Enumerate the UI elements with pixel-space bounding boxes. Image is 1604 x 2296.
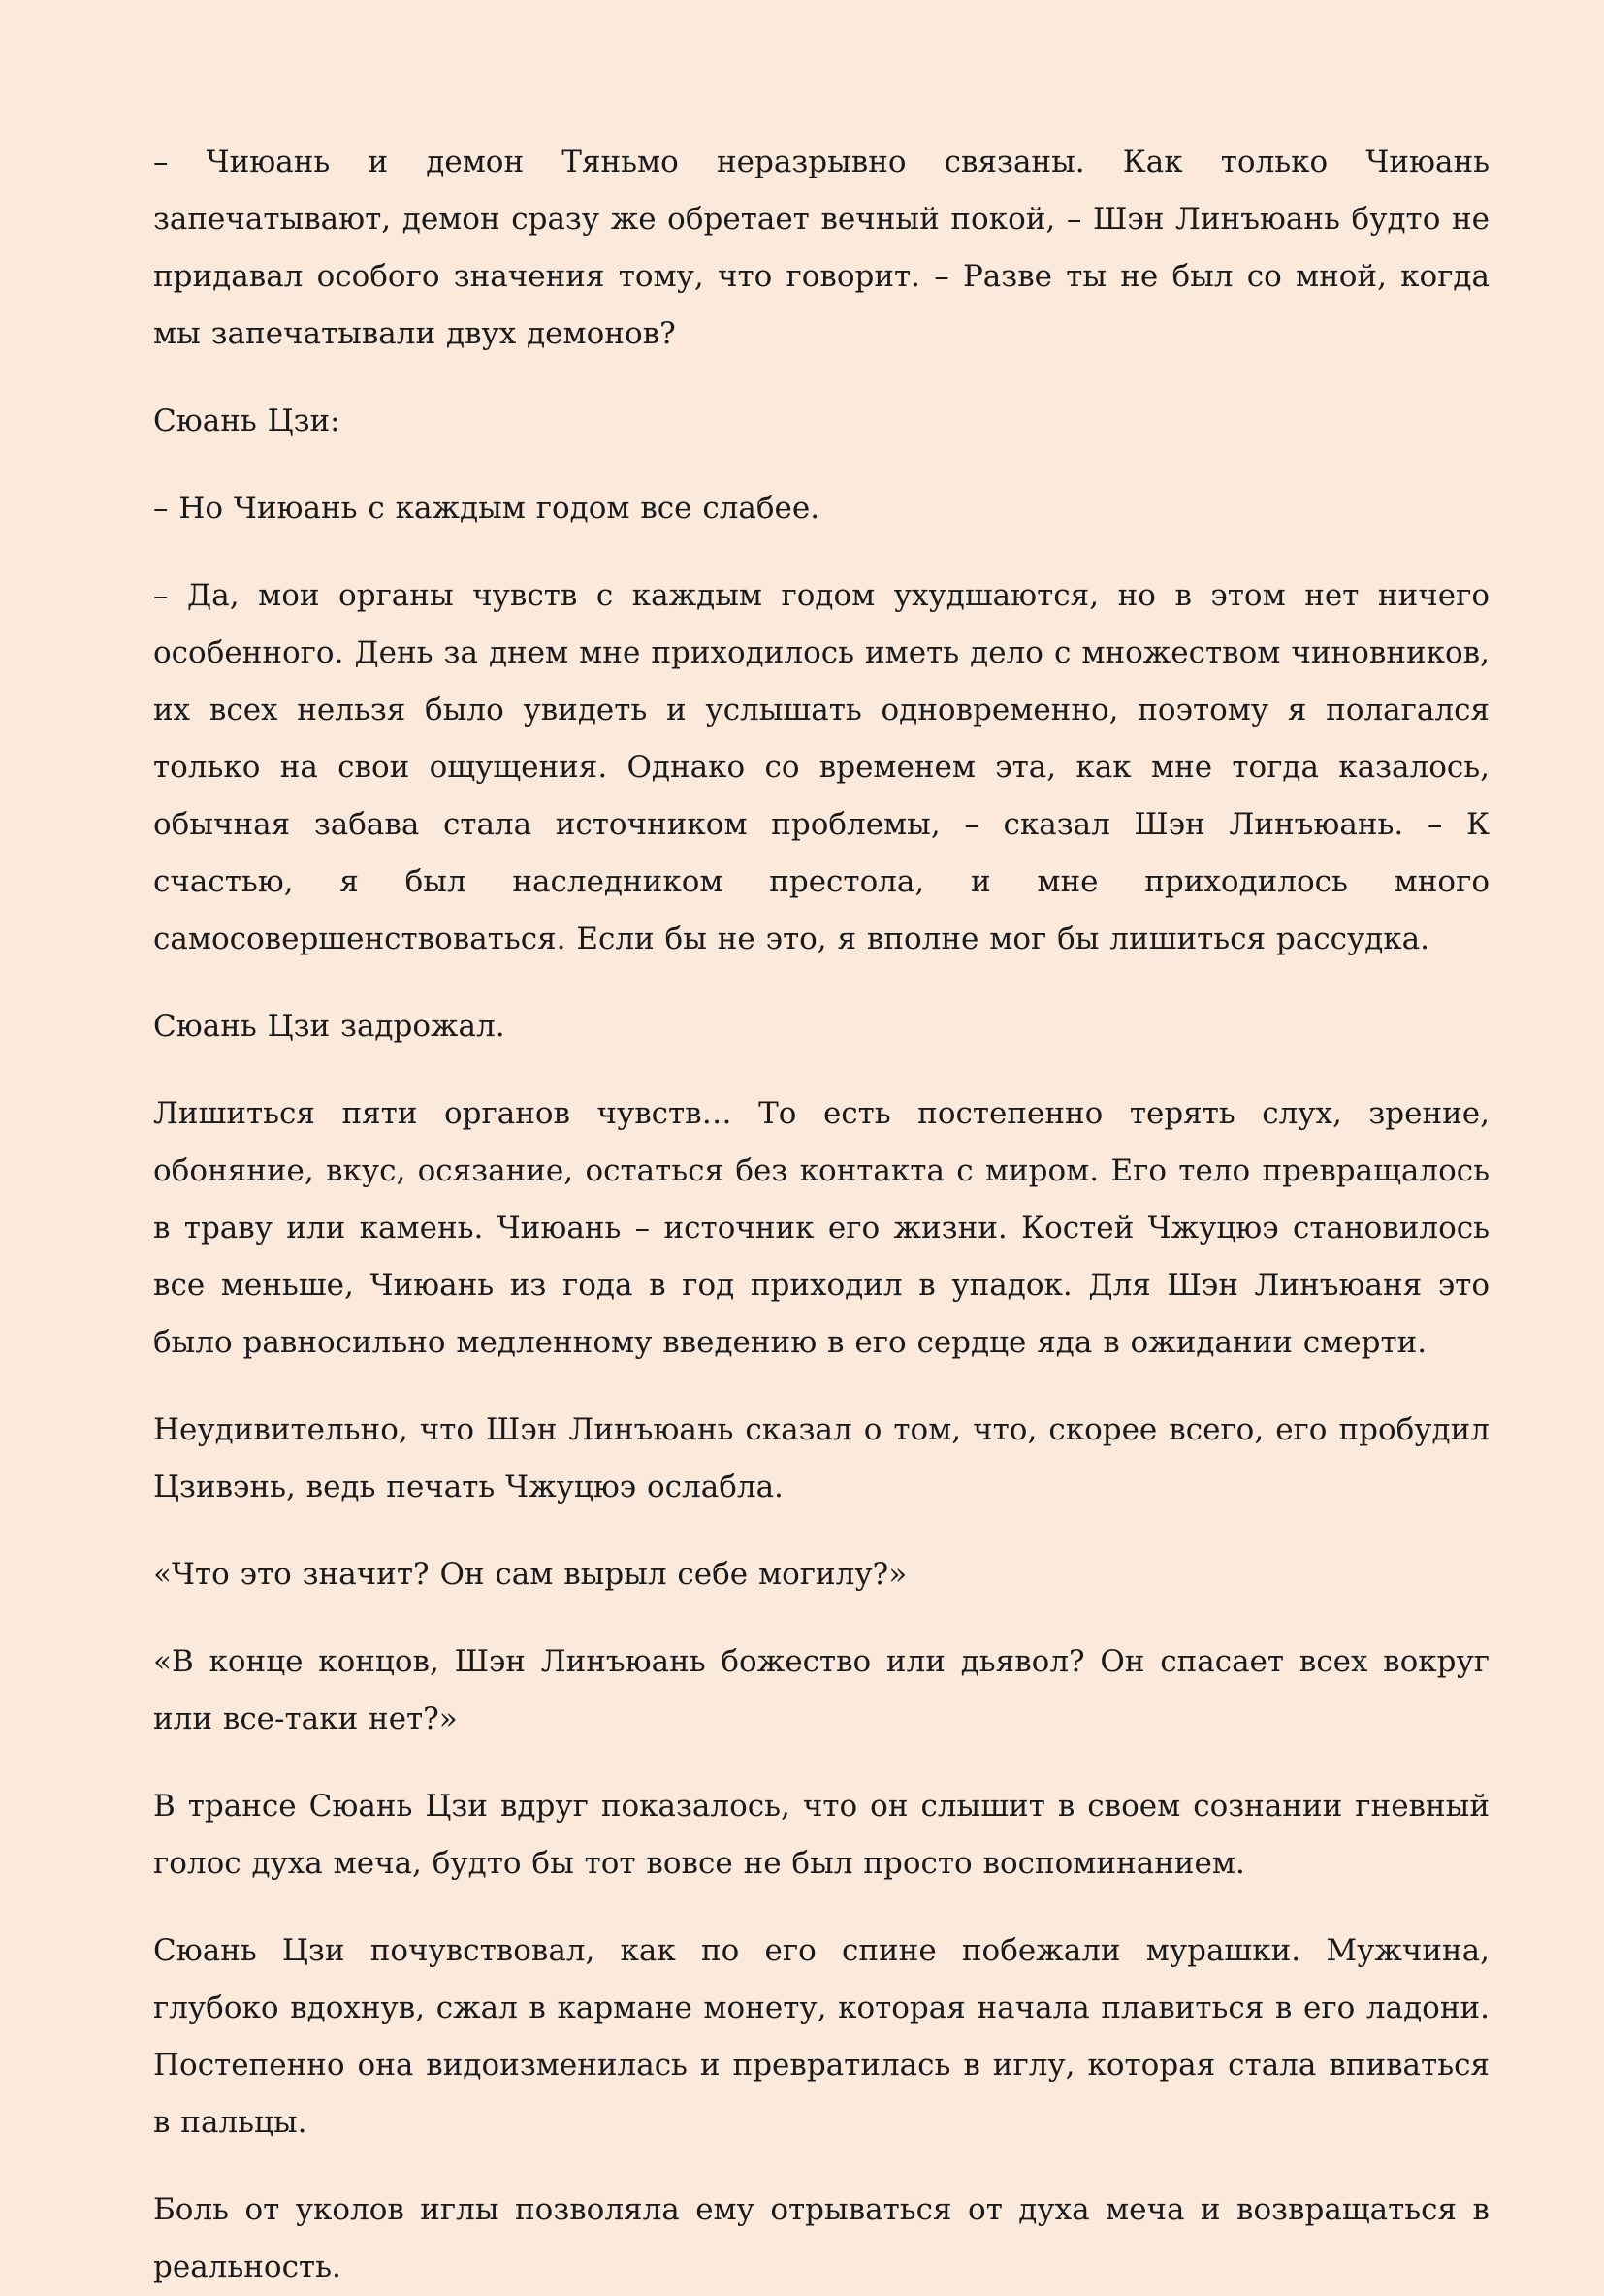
paragraph: – Чиюань и демон Тяньмо неразрывно связаны. Как только Чиюань запечатывают, демон сразу же обретает вечный покой, – Шэн Линъюань будто не придавал особого значения тому, что говорит. – Разве ты не был со мной, когда мы запечатывали двух демонов?	[153, 145, 1490, 351]
paragraph: В трансе Сюань Цзи вдруг показалось, что он слышит в своем сознании гневный голос духа меча, будто бы тот вовсе не был просто воспоминанием.	[153, 1789, 1490, 1881]
paragraph: «В конце концов, Шэн Линъюань божество или дьявол? Он спасает всех вокруг или все-таки нет?»	[153, 1644, 1490, 1736]
paragraph: – Да, мои органы чувств с каждым годом ухудшаются, но в этом нет ничего особенного. День за днем мне приходилось иметь дело с множеством чиновников, их всех нельзя было увидеть и услышать одновременно, поэтому я полагался только на свои ощущения. Однако со временем эта, как мне тогда казалось, обычная забава стала источником проблемы, – сказал Шэн Линъюань. – К счастью, я был наследником престола, и мне приходилось много самосовершенствоваться. Если бы не это, я вполне мог бы лишиться рассудка.	[153, 578, 1490, 956]
paragraph: – Но Чиюань с каждым годом все слабее.	[153, 491, 820, 526]
paragraph: «Что это значит? Он сам вырыл себе могилу?»	[153, 1557, 908, 1592]
paragraph: Неудивительно, что Шэн Линъюань сказал о том, что, скорее всего, его пробудил Цзивэнь, ведь печать Чжуцюэ ослабла.	[153, 1412, 1490, 1504]
paragraph: Лишиться пяти органов чувств… То есть постепенно терять слух, зрение, обоняние, вкус, осязание, остаться без контакта с миром. Его тело превращалось в траву или камень. Чиюань – источник его жизни. Костей Чжуцюэ становилось все меньше, Чиюань из года в год приходил в упадок. Для Шэн Линъюаня это было равносильно медленному введению в его сердце яда в ожидании смерти.	[153, 1096, 1490, 1360]
paragraph: Сюань Цзи:	[153, 404, 340, 438]
paragraph: Боль от уколов иглы позволяла ему отрываться от духа меча и возвращаться в реальность.	[153, 2192, 1490, 2284]
paragraph: Сюань Цзи задрожал.	[153, 1009, 505, 1044]
paragraph: Сюань Цзи почувствовал, как по его спине побежали мурашки. Мужчина, глубоко вдохнув, сжал в кармане монету, которая начала плавиться в его ладони. Постепенно она видоизменилась и превратилась в иглу, которая стала впиваться в пальцы.	[153, 1933, 1490, 2140]
